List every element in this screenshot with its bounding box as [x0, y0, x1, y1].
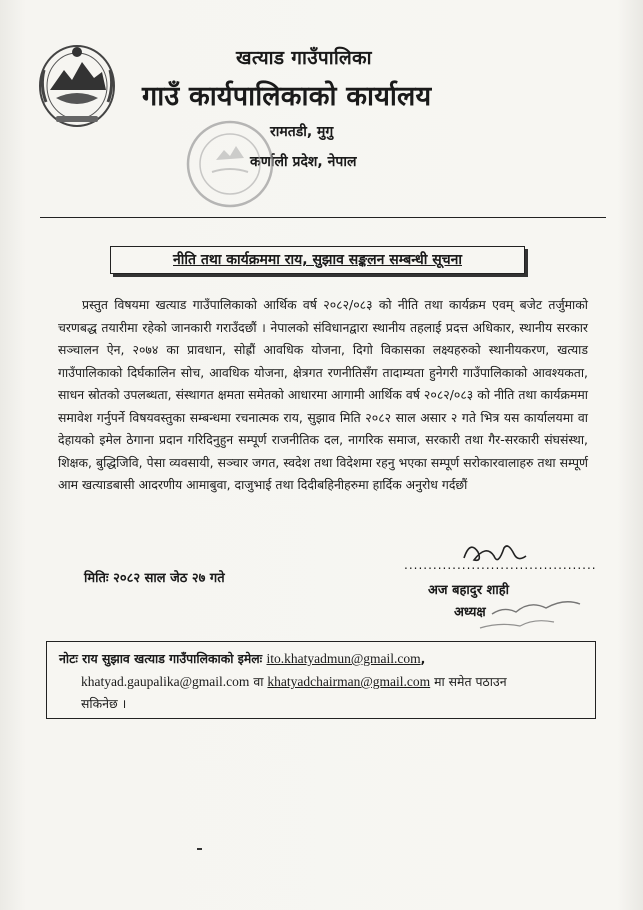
notice-date: मितिः २०८२ साल जेठ २७ गते: [84, 571, 225, 586]
notice-body: प्रस्तुत विषयमा खत्याड गाउँपालिकाको आर्थिक वर्ष २०८२/०८३ को नीति तथा कार्यक्रम एवम् बजेट तर्जुमाको चरणबद्ध तयारीमा रहेको जानकारी गराउँदछौं । नेपालको संविधानद्वारा स्थानीय तहलाई प्रदत्त अधिकार, स्थानीय सरकार सञ्चालन ऐन, २०७४ का प्रावधान, सोह्रौं आवधिक योजना, दिगो विकासका लक्ष्यहरुको स्थानीयकरण, खत्याड गाउँपालिकाको दिर्घकालिन सोच, आवधिक योजना, क्षेत्रगत रणनीतिसँग तादाम्यता हुनेगरी गाउँपालिकाको आवश्यकता, साधन स्रोतको उपलब्धता, संस्थागत क्षमता समेतको आधारमा आगामी आर्थिक वर्ष २०८२/०८३ को नीति तथा कार्यक्रममा समावेश गर्नुपर्ने विषयवस्तुका सम्बन्धमा रचनात्मक राय, सुझाव मिति २०८२ साल असार २ गते भित्र यस कार्यालयमा वा देहायको इमेल ठेगाना प्रदान गरिदिनुहुन सम्पूर्ण राजनीतिक दल, नागरिक समाज, सरकारी तथा गैर-सरकारी संघसंस्था, शिक्षक, बुद्धिजिवि, पेसा व्यवसायी, सञ्चार जगत, स्वदेश तथा विदेशमा रहनु भएका सम्पूर्ण सरोकारवालाहरु तथा सम्पूर्ण आम खत्याडबासी आदरणीय आमाबुवा, दाजुभाई तथा दिदीबहिनीहरुमा हार्दिक अनुरोध गर्दछौं: [58, 297, 588, 492]
signatory-title: अध्यक्ष: [454, 605, 486, 620]
note-label: नोटः: [59, 651, 78, 666]
header-divider: [40, 217, 606, 218]
note-text-2: मा समेत पठाउन: [434, 674, 507, 689]
email-link-2[interactable]: khatyad.gaupalika@gmail.com: [81, 674, 250, 689]
office-address: रामतडी, मुगु: [270, 124, 334, 140]
office-name: गाउँ कार्यपालिकाको कार्यालय: [142, 81, 432, 112]
notice-subject: नीति तथा कार्यक्रममा राय, सुझाव सङ्कलन सम्बन्धी सूचना: [173, 252, 462, 268]
subject-box: [110, 246, 525, 274]
signatory-name: अज बहादुर शाही: [428, 583, 510, 598]
nepal-emblem-icon: [36, 40, 118, 130]
office-province: कर्णाली प्रदेश, नेपाल: [250, 154, 357, 170]
note-text-3: सकिनेछ ।: [81, 696, 127, 711]
note-line-2: [81, 673, 507, 690]
email-link-3[interactable]: khatyadchairman@gmail.com: [267, 674, 431, 689]
note-comma: ,: [420, 651, 426, 666]
note-text-1: राय सुझाव खत्याड गाउँपालिकाको इमेलः: [82, 651, 263, 666]
email-link-1[interactable]: ito.khatyadmun@gmail.com: [266, 651, 421, 666]
signature-line: ........................................: [404, 558, 597, 572]
note-box: [46, 641, 596, 719]
signature-block: [404, 538, 597, 638]
note-line-1: [59, 650, 425, 667]
scan-speck: [197, 848, 202, 850]
office-seal-icon: [182, 116, 278, 212]
note-or: वा: [253, 674, 264, 689]
municipality-name: खत्याड गाउँपालिका: [236, 47, 372, 69]
